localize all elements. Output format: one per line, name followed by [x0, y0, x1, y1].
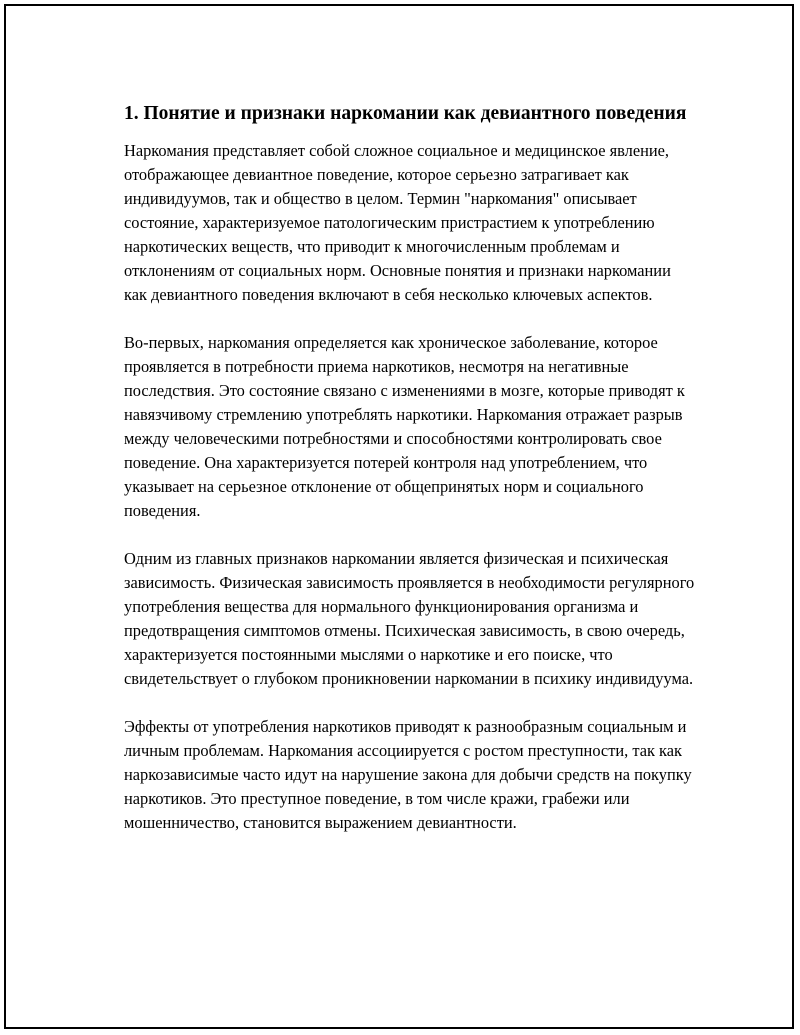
document-body — [124, 100, 696, 859]
paragraph-chronic-disease: Во-первых, наркомания определяется как хроническое заболевание, которое проявляется в потребности приема наркотиков, несмотря на негативные последствия. Это состояние связано с изменениями в мозге, которые приводят к навязчивому стремлению употреблять наркотики. Наркомания отражает разрыв между человеческими потребностями и способностями контролировать свое поведение. Она характеризуется потерей контроля над употреблением, что указывает на серьезное отклонение от общепринятых норм и социального поведения. — [124, 333, 685, 520]
paragraph-intro: Наркомания представляет собой сложное социальное и медицинское явление, отображающее девиантное поведение, которое серьезно затрагивает как индивидуумов, так и общество в целом. Термин "наркомания" описывает состояние, характеризуемое патологическим пристрастием к употреблению наркотических веществ, что приводит к многочисленным проблемам и отклонениям от социальных норм. Основные понятия и признаки наркомании как девиантного поведения включают в себя несколько ключевых аспектов. — [124, 141, 671, 304]
paragraph-social-effects: Эффекты от употребления наркотиков приводят к разнообразным социальным и личным проблемам. Наркомания ассоциируется с ростом преступности, так как наркозависимые часто идут на нарушение закона для добычи средств на покупку наркотиков. Это преступное поведение, в том числе кражи, грабежи или мошенничество, становится выражением девиантности. — [124, 717, 692, 832]
page-frame — [4, 4, 794, 1029]
section-heading: 1. Понятие и признаки наркомании как девиантного поведения — [124, 103, 687, 124]
paragraph-dependence: Одним из главных признаков наркомании является физическая и психическая зависимость. Физическая зависимость проявляется в необходимости регулярного употребления вещества для нормального функционирования организма и предотвращения симптомов отмены. Психическая зависимость, в свою очередь, характеризуется постоянными мыслями о наркотике и его поиске, что свидетельствует о глубоком проникновении наркомании в психику индивидуума. — [124, 549, 695, 688]
